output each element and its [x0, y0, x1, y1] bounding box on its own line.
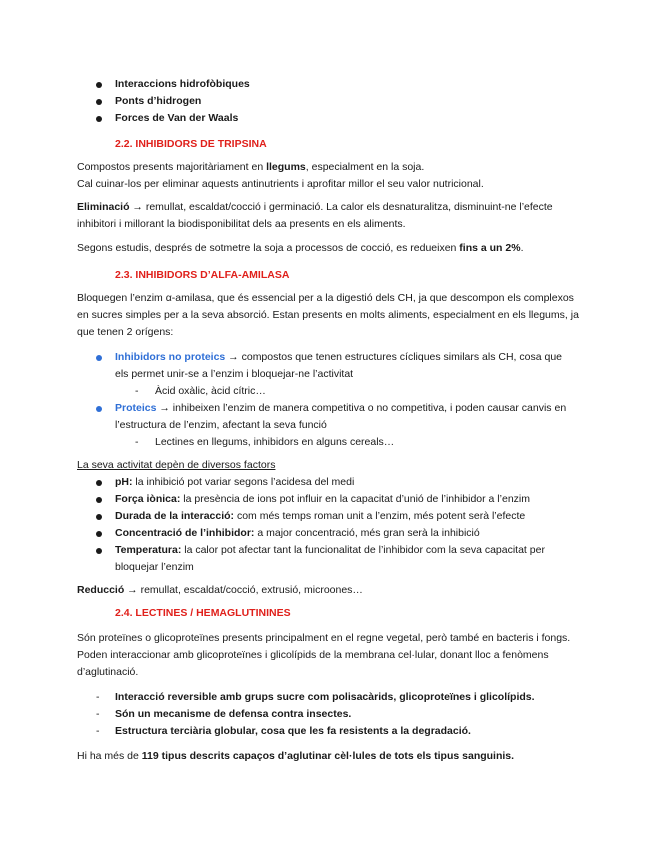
top-bullet-list	[0, 76, 590, 127]
list-item: - Àcid oxàlic, àcid cítric…	[135, 385, 266, 397]
origin-list	[0, 349, 590, 451]
paragraph: Bloquegen l’enzim α-amilasa, que és essencial per a la digestió dels CH, ja que descompon els complexos en sucres simples per a la seva absorció. Estan presents en molts aliments, especialment en els llegums, ja que tenen 2 orígens:	[77, 292, 579, 338]
section-heading-2-2: 2.2. INHIBIDORS DE TRIPSINA	[115, 138, 267, 150]
list-item: - Lectines en llegums, inhibidors en alguns cereals…	[135, 436, 395, 448]
paragraph: Hi ha més de 119 tipus descrits capaços d’aglutinar cèl·lules de tots els tipus sanguinis.	[77, 750, 515, 762]
paragraph: Són proteïnes o glicoproteïnes presents principalment en el regne vegetal, però també en bacteris i fongs. Poden interaccionar amb glicoproteïnes i glicolípids de la membrana cel·lular, donant lloc a fenòmens d’aglutinació.	[77, 632, 571, 678]
list-item: Força iònica: la presència de ions pot influir en la capacitat d’unió de l’inhibidor a l’enzim	[0, 491, 590, 508]
paragraph: Segons estudis, després de sotmetre la soja a processos de cocció, es redueixen fins a un 2%.	[77, 242, 524, 254]
bullet-icon	[96, 480, 102, 486]
paragraph: Reducció → remullat, escaldat/cocció, extrusió, microones…	[77, 584, 363, 596]
list-item: pH: la inhibició pot variar segons l’acidesa del medi	[0, 474, 590, 491]
bullet-icon	[96, 406, 102, 412]
bullet-icon	[96, 99, 102, 105]
factors-title: La seva activitat depèn de diversos factors	[77, 459, 276, 471]
lectin-properties-list	[0, 689, 590, 740]
bullet-icon	[96, 355, 102, 361]
list-item: - Interacció reversible amb grups sucre com polisacàrids, glicoproteïnes i glicolípids.	[96, 691, 535, 703]
paragraph: Eliminació → remullat, escaldat/cocció i germinació. La calor els desnaturalitza, disminuint-ne l’efecte inhibitori i millorant la biodisponibilitat dels aa presents en els aliments.	[77, 201, 553, 230]
section-heading-2-4: 2.4. LECTINES / HEMAGLUTININES	[115, 607, 291, 619]
list-item: Proteics → inhibeixen l’enzim de manera competitiva o no competitiva, i poden causar canvis en l’estructura de l’enzim, afectant la seva funció	[0, 400, 590, 434]
list-item: Inhibidors no proteics → compostos que tenen estructures cícliques similars als CH, cosa que els permet unir-se a l’enzim i bloquejar-ne l’activitat	[0, 349, 590, 383]
section-heading-2-3: 2.3. INHIBIDORS D’ALFA-AMILASA	[115, 269, 290, 281]
bullet-icon	[96, 548, 102, 554]
list-item: Ponts d’hidrogen	[0, 93, 590, 110]
list-item: Forces de Van der Waals	[0, 110, 590, 127]
paragraph: Compostos presents majoritàriament en llegums, especialment en la soja. Cal cuinar-los per eliminar aquests antinutrients i aprofitar millor el seu valor nutricional.	[77, 161, 484, 190]
list-item: Temperatura: la calor pot afectar tant la funcionalitat de l’inhibidor com la seva capacitat per bloquejar l’enzim	[0, 542, 590, 576]
bullet-icon	[96, 514, 102, 520]
list-item: - Estructura terciària globular, cosa que les fa resistents a la degradació.	[96, 725, 471, 737]
bullet-icon	[96, 497, 102, 503]
list-item: Durada de la interacció: com més temps roman unit a l’enzim, més potent serà l’efecte	[0, 508, 590, 525]
bullet-icon	[96, 116, 102, 122]
bullet-icon	[96, 531, 102, 537]
bullet-icon	[96, 82, 102, 88]
list-item: Concentració de l’inhibidor: a major concentració, més gran serà la inhibició	[0, 525, 590, 542]
list-item: Interaccions hidrofòbiques	[0, 76, 590, 93]
factors-list	[0, 474, 590, 576]
list-item: - Són un mecanisme de defensa contra insectes.	[96, 708, 352, 720]
